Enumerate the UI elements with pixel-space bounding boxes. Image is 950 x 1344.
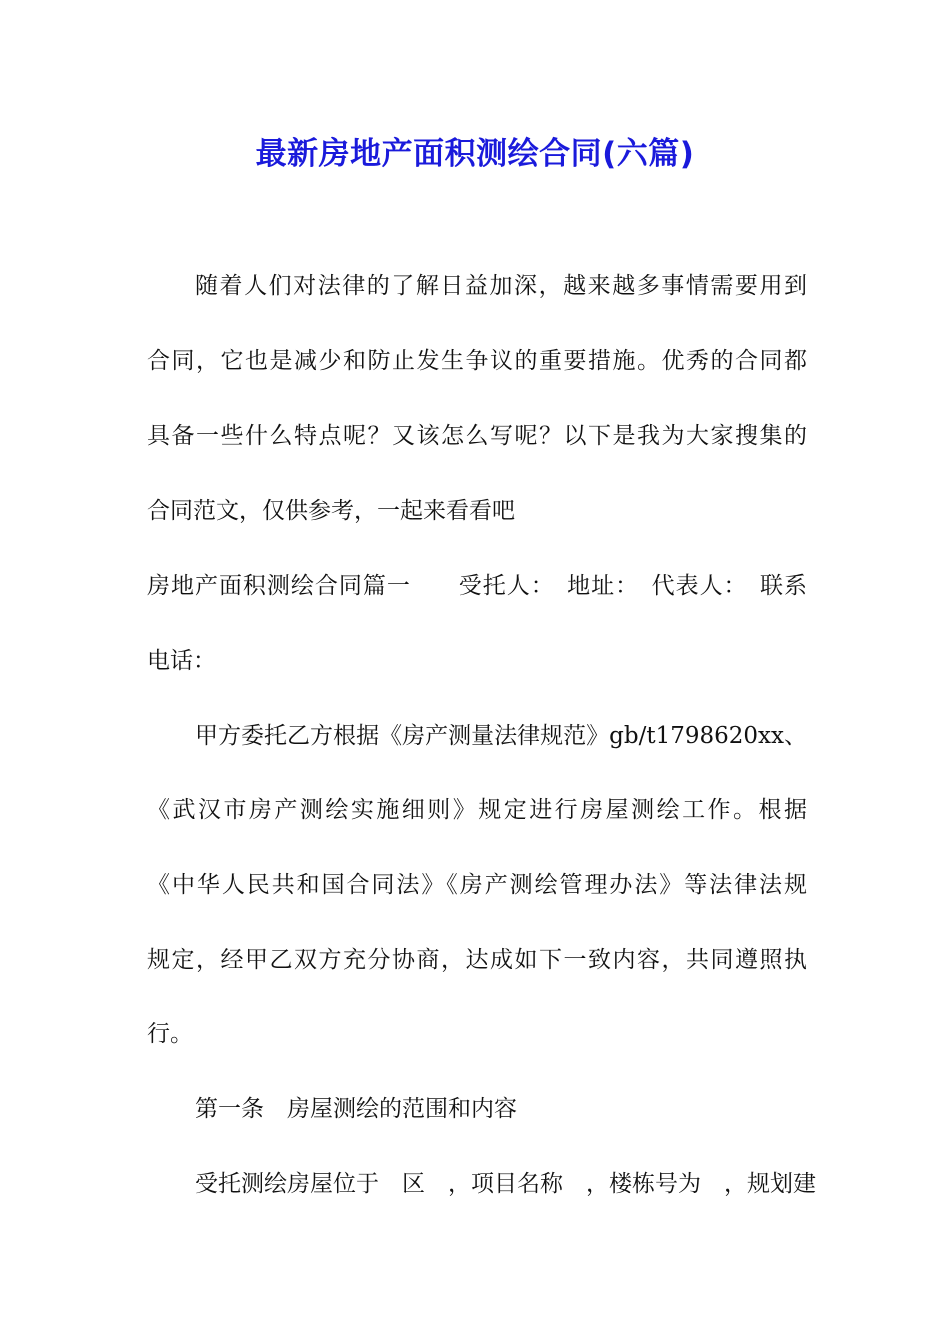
paragraph-line-7: 甲方委托乙方根据《房产测量法律规范》gb/t1798620xx、 bbox=[195, 723, 807, 749]
article-line-1: 受托测绘房屋位于 区 ，项目名称 ，楼栋号为 ，规划建 bbox=[195, 1171, 816, 1197]
paragraph-line-10: 规定，经甲乙双方充分协商，达成如下一致内容，共同遵照执 bbox=[147, 947, 807, 973]
paragraph-line-2: 合同，它也是减少和防止发生争议的重要措施。优秀的合同都 bbox=[147, 348, 807, 374]
contract-header-line-cont: 电话： bbox=[147, 648, 216, 674]
paragraph-line-3: 具备一些什么特点呢？又该怎么写呢？以下是我为大家搜集的 bbox=[147, 423, 807, 449]
paragraph-line-1: 随着人们对法律的了解日益加深，越来越多事情需要用到 bbox=[195, 273, 807, 299]
contract-header-line: 房地产面积测绘合同篇一 受托人： 地址： 代表人： 联系 bbox=[147, 573, 807, 599]
paragraph-line-9: 《中华人民共和国合同法》《房产测绘管理办法》等法律法规 bbox=[147, 872, 807, 898]
article-heading: 第一条 房屋测绘的范围和内容 bbox=[195, 1096, 517, 1122]
paragraph-line-4: 合同范文，仅供参考，一起来看看吧 bbox=[147, 498, 515, 524]
document-title: 最新房地产面积测绘合同(六篇) bbox=[255, 136, 695, 172]
paragraph-line-11: 行。 bbox=[147, 1021, 193, 1047]
paragraph-line-8: 《武汉市房产测绘实施细则》规定进行房屋测绘工作。根据 bbox=[147, 797, 807, 823]
